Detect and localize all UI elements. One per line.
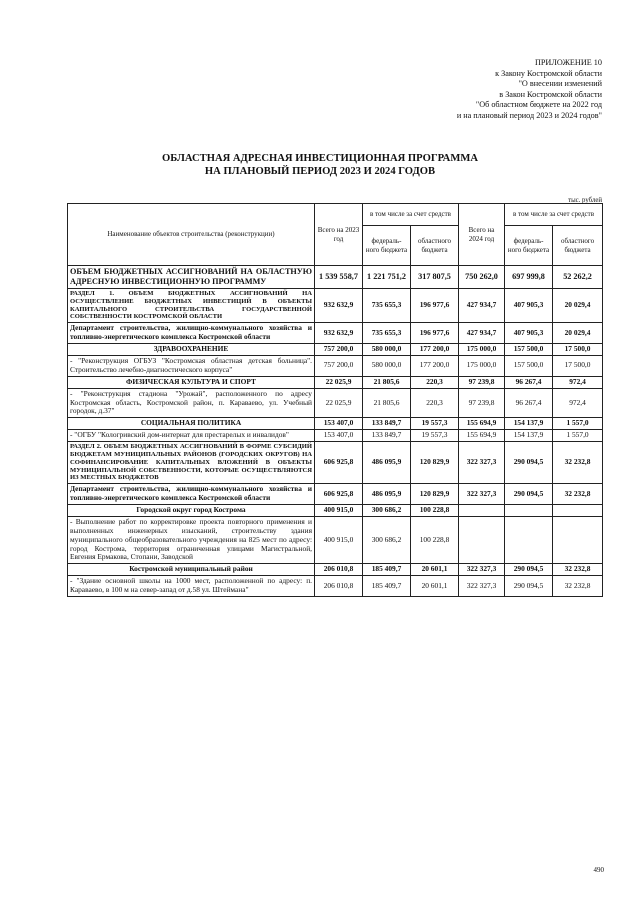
total-2024-cell: 175 000,0	[459, 355, 505, 376]
table-row	[68, 376, 603, 388]
regional-2024-cell	[553, 504, 603, 516]
header-federal-2024: федераль-ного бюджета	[505, 226, 553, 266]
appendix-line: ПРИЛОЖЕНИЕ 10	[534, 58, 602, 67]
federal-2024-cell: 154 137,9	[505, 418, 553, 430]
federal-2023-cell: 486 095,9	[363, 484, 411, 505]
document-title	[0, 152, 640, 178]
investment-program-table	[67, 203, 603, 597]
title-line-1: ОБЛАСТНАЯ АДРЕСНАЯ ИНВЕСТИЦИОННАЯ ПРОГРАММА	[162, 153, 478, 164]
total-2024-cell: 155 694,9	[459, 430, 505, 442]
table-row	[68, 266, 603, 289]
total-2023-cell: 153 407,0	[315, 430, 363, 442]
header-name: Наименование объектов строительства (реконструкции)	[68, 204, 315, 266]
federal-2024-cell: 290 094,5	[505, 442, 553, 484]
regional-2023-cell: 20 601,1	[411, 564, 459, 576]
row-name-cell: Костромской муниципальный район	[68, 564, 315, 576]
appendix-line: в Закон Костромской области	[499, 89, 602, 99]
regional-2023-cell: 20 601,1	[411, 576, 459, 597]
total-2023-cell: 206 010,8	[315, 564, 363, 576]
regional-2024-cell: 32 232,8	[553, 442, 603, 484]
regional-2023-cell: 120 829,9	[411, 484, 459, 505]
row-name-cell: - "Реконструкция стадиона "Урожай", расположенного по адресу Костромская область, Костромской район, п. Караваево, ул. Учебный городок, д.37"	[68, 388, 315, 418]
federal-2024-cell: 157 500,0	[505, 355, 553, 376]
units-label: тыс. рублей	[568, 197, 602, 204]
federal-2023-cell: 735 655,3	[363, 289, 411, 323]
federal-2023-cell: 580 000,0	[363, 355, 411, 376]
federal-2023-cell: 133 849,7	[363, 418, 411, 430]
row-name-cell: ЗДРАВООХРАНЕНИЕ	[68, 344, 315, 356]
regional-2024-cell: 17 500,0	[553, 344, 603, 356]
regional-2024-cell: 1 557,0	[553, 430, 603, 442]
total-2023-cell: 606 925,8	[315, 484, 363, 505]
regional-2024-cell: 972,4	[553, 376, 603, 388]
table-row	[68, 355, 603, 376]
federal-2024-cell: 157 500,0	[505, 344, 553, 356]
federal-2023-cell: 300 686,2	[363, 504, 411, 516]
regional-2024-cell: 52 262,2	[553, 266, 603, 289]
federal-2023-cell: 486 095,9	[363, 442, 411, 484]
total-2024-cell	[459, 504, 505, 516]
total-2023-cell: 757 200,0	[315, 344, 363, 356]
appendix-note	[457, 58, 602, 122]
header-total-2024: Всего на 2024 год	[459, 204, 505, 266]
federal-2023-cell: 580 000,0	[363, 344, 411, 356]
federal-2024-cell: 697 999,8	[505, 266, 553, 289]
federal-2023-cell: 21 805,6	[363, 376, 411, 388]
total-2024-cell: 322 327,3	[459, 442, 505, 484]
row-name-cell: ОБЪЕМ БЮДЖЕТНЫХ АССИГНОВАНИЙ НА ОБЛАСТНУЮ АДРЕСНУЮ ИНВЕСТИЦИОННУЮ ПРОГРАММУ	[68, 266, 315, 289]
row-name-cell: ФИЗИЧЕСКАЯ КУЛЬТУРА И СПОРТ	[68, 376, 315, 388]
federal-2024-cell: 290 094,5	[505, 484, 553, 505]
regional-2024-cell: 20 029,4	[553, 289, 603, 323]
row-name-cell: Департамент строительства, жилищно-коммунального хозяйства и топливно-энергетического комплекса Костромской области	[68, 323, 315, 344]
federal-2023-cell: 300 686,2	[363, 516, 411, 564]
table-row	[68, 430, 603, 442]
title-line-2: НА ПЛАНОВЫЙ ПЕРИОД 2023 И 2024 ГОДОВ	[204, 166, 436, 177]
federal-2024-cell: 407 905,3	[505, 323, 553, 344]
total-2024-cell: 155 694,9	[459, 418, 505, 430]
regional-2024-cell: 1 557,0	[553, 418, 603, 430]
regional-2023-cell: 317 807,5	[411, 266, 459, 289]
header-federal-2023: федераль-ного бюджета	[363, 226, 411, 266]
federal-2024-cell	[505, 504, 553, 516]
header-total-2023: Всего на 2023 год	[315, 204, 363, 266]
federal-2024-cell: 154 137,9	[505, 430, 553, 442]
table-row	[68, 418, 603, 430]
regional-2023-cell: 196 977,6	[411, 289, 459, 323]
total-2023-cell: 153 407,0	[315, 418, 363, 430]
total-2024-cell: 322 327,3	[459, 576, 505, 597]
row-name-cell: - "ОГБУ "Кологривский дом-интернат для престарелых и инвалидов"	[68, 430, 315, 442]
regional-2024-cell: 32 232,8	[553, 564, 603, 576]
table-row	[68, 344, 603, 356]
total-2024-cell: 322 327,3	[459, 484, 505, 505]
regional-2023-cell: 177 200,0	[411, 355, 459, 376]
total-2024-cell: 97 239,8	[459, 388, 505, 418]
federal-2023-cell: 21 805,6	[363, 388, 411, 418]
federal-2024-cell: 290 094,5	[505, 564, 553, 576]
regional-2024-cell: 972,4	[553, 388, 603, 418]
table-row	[68, 323, 603, 344]
federal-2023-cell: 735 655,3	[363, 323, 411, 344]
row-name-cell: РАЗДЕЛ 1. ОБЪЕМ БЮДЖЕТНЫХ АССИГНОВАНИЙ НА ОСУЩЕСТВЛЕНИЕ БЮДЖЕТНЫХ ИНВЕСТИЦИЙ В ОБЪЕКТЫ КАПИТАЛЬНОГО СТРОИТЕЛЬСТВА ГОСУДАРСТВЕННОЙ СОБСТВЕННОСТИ КОСТРОМСКОЙ ОБЛАСТИ	[68, 289, 315, 323]
total-2024-cell: 427 934,7	[459, 323, 505, 344]
federal-2023-cell: 1 221 751,2	[363, 266, 411, 289]
regional-2023-cell: 220,3	[411, 376, 459, 388]
total-2023-cell: 757 200,0	[315, 355, 363, 376]
regional-2023-cell: 19 557,3	[411, 418, 459, 430]
row-name-cell: РАЗДЕЛ 2. ОБЪЕМ БЮДЖЕТНЫХ АССИГНОВАНИЙ В ФОРМЕ СУБСИДИЙ БЮДЖЕТАМ МУНИЦИПАЛЬНЫХ РАЙОНОВ (ГОРОДСКИХ ОКРУГОВ) НА СОФИНАНСИРОВАНИЕ КАПИТАЛЬНЫХ ВЛОЖЕНИЙ В ОБЪЕКТЫ МУНИЦИПАЛЬНОЙ СОБСТВЕННОСТИ, КОТОРЫЕ ОСУЩЕСТВЛЯЮТСЯ ИЗ МЕСТНЫХ БЮДЖЕТОВ	[68, 442, 315, 484]
table-row	[68, 289, 603, 323]
federal-2024-cell	[505, 516, 553, 564]
total-2024-cell: 97 239,8	[459, 376, 505, 388]
federal-2024-cell: 96 267,4	[505, 388, 553, 418]
regional-2023-cell: 120 829,9	[411, 442, 459, 484]
federal-2024-cell: 96 267,4	[505, 376, 553, 388]
regional-2023-cell: 177 200,0	[411, 344, 459, 356]
total-2023-cell: 606 925,8	[315, 442, 363, 484]
total-2023-cell: 206 010,8	[315, 576, 363, 597]
table-row	[68, 516, 603, 564]
regional-2024-cell: 20 029,4	[553, 323, 603, 344]
row-name-cell: - "Здание основной школы на 1000 мест, расположенной по адресу: п. Караваево, в 100 м на север-запад от д.58 ул. Штеймана"	[68, 576, 315, 597]
total-2024-cell: 322 327,3	[459, 564, 505, 576]
total-2023-cell: 932 632,9	[315, 323, 363, 344]
appendix-line: "О внесении изменений	[518, 79, 602, 89]
regional-2023-cell: 19 557,3	[411, 430, 459, 442]
regional-2024-cell: 32 232,8	[553, 484, 603, 505]
row-name-cell: Департамент строительства, жилищно-коммунального хозяйства и топливно-энергетического комплекса Костромской области	[68, 484, 315, 505]
row-name-cell: СОЦИАЛЬНАЯ ПОЛИТИКА	[68, 418, 315, 430]
table-row	[68, 484, 603, 505]
table-row	[68, 576, 603, 597]
header-incl-2023: в том числе за счет средств	[363, 204, 459, 226]
total-2023-cell: 400 915,0	[315, 504, 363, 516]
federal-2023-cell: 185 409,7	[363, 576, 411, 597]
appendix-line: к Закону Костромской области	[495, 68, 602, 78]
table-body	[68, 266, 603, 597]
total-2024-cell	[459, 516, 505, 564]
header-row	[68, 204, 603, 226]
header-incl-2024: в том числе за счет средств	[505, 204, 603, 226]
federal-2024-cell: 290 094,5	[505, 576, 553, 597]
table-row	[68, 504, 603, 516]
federal-2023-cell: 133 849,7	[363, 430, 411, 442]
page-number: 490	[593, 866, 604, 874]
regional-2023-cell: 100 228,8	[411, 504, 459, 516]
regional-2023-cell: 220,3	[411, 388, 459, 418]
appendix-line: и на плановый период 2023 и 2024 годов"	[456, 110, 602, 120]
regional-2023-cell: 196 977,6	[411, 323, 459, 344]
federal-2023-cell: 185 409,7	[363, 564, 411, 576]
regional-2023-cell: 100 228,8	[411, 516, 459, 564]
header-regional-2024: областного бюджета	[553, 226, 603, 266]
total-2024-cell: 750 262,0	[459, 266, 505, 289]
regional-2024-cell: 17 500,0	[553, 355, 603, 376]
total-2023-cell: 22 025,9	[315, 376, 363, 388]
table-row	[68, 388, 603, 418]
table-row	[68, 442, 603, 484]
appendix-line: "Об областном бюджете на 2022 год	[475, 100, 602, 110]
total-2024-cell: 175 000,0	[459, 344, 505, 356]
header-regional-2023: областного бюджета	[411, 226, 459, 266]
row-name-cell: Городской округ город Кострома	[68, 504, 315, 516]
row-name-cell: - "Реконструкция ОГБУЗ "Костромская областная детская больница". Строительство лечебно-диагностического корпуса"	[68, 355, 315, 376]
total-2023-cell: 400 915,0	[315, 516, 363, 564]
total-2023-cell: 932 632,9	[315, 289, 363, 323]
federal-2024-cell: 407 905,3	[505, 289, 553, 323]
total-2023-cell: 1 539 558,7	[315, 266, 363, 289]
regional-2024-cell: 32 232,8	[553, 576, 603, 597]
total-2023-cell: 22 025,9	[315, 388, 363, 418]
regional-2024-cell	[553, 516, 603, 564]
total-2024-cell: 427 934,7	[459, 289, 505, 323]
row-name-cell: - Выполнение работ по корректировке проекта повторного применения и выполненных инженерных изысканий, строительству здания муниципального общеобразовательного учреждения на 825 мест по адресу: город Кострома, территория ограниченная улицами Магистральной, Евгения Ермакова, Стопани, Заводской	[68, 516, 315, 564]
table-row	[68, 564, 603, 576]
